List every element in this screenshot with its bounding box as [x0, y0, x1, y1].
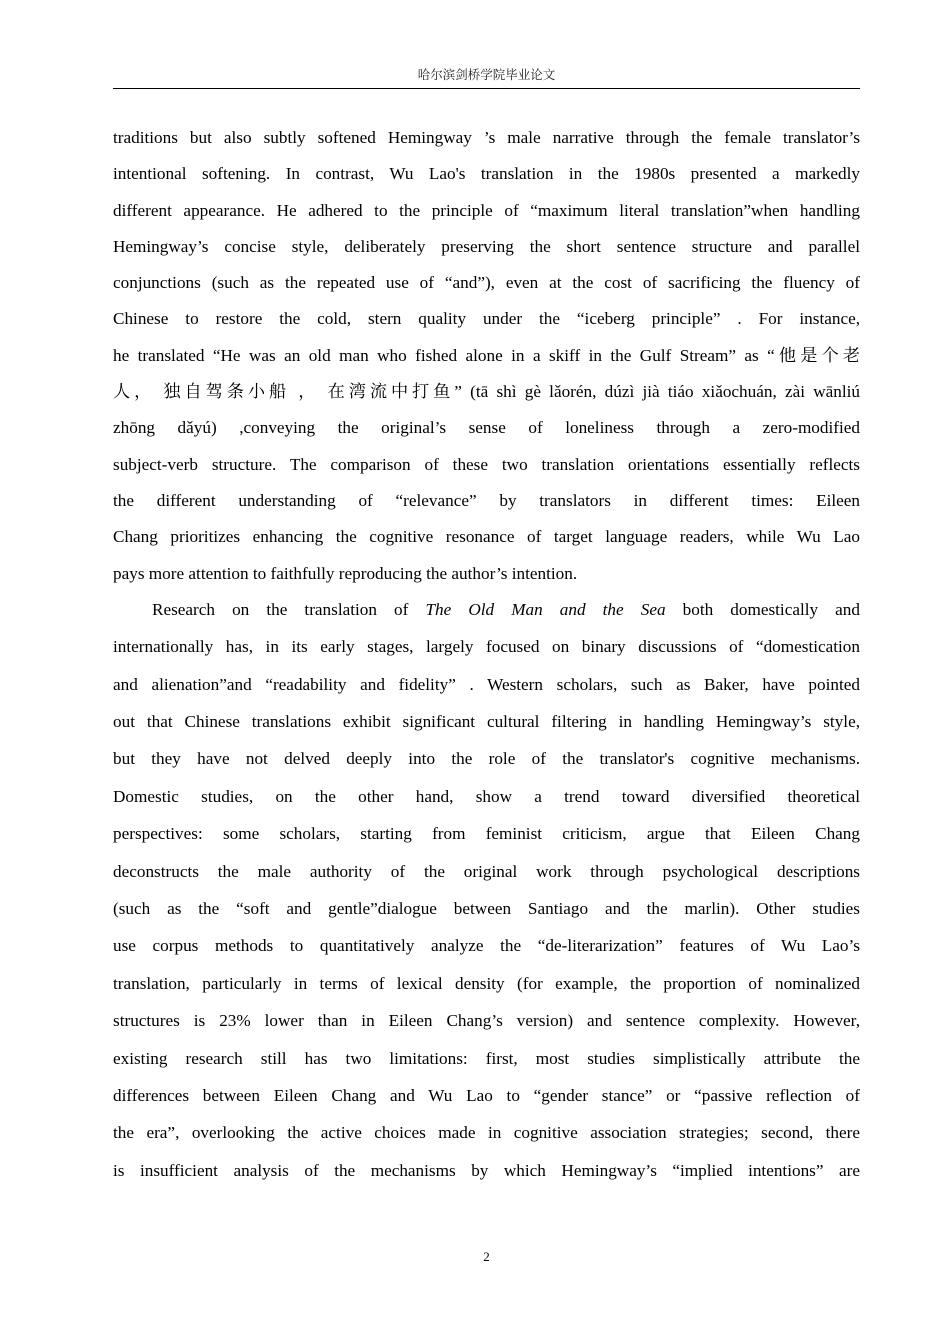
text-line: the different understanding of “relevance” by translators in different times: Eileen [113, 490, 860, 510]
text-run: Research on the translation of [152, 599, 426, 619]
text-line: differences between Eileen Chang and Wu Lao to “gender stance” or “passive reflection of [113, 1085, 860, 1105]
text-line: is insufficient analysis of the mechanisms by which Hemingway’s “implied intentions” are [113, 1160, 860, 1180]
paragraph-1 [113, 126, 860, 598]
text-line: Domestic studies, on the other hand, show a trend toward diversified theoretical [113, 786, 860, 806]
text-line: Hemingway’s concise style, deliberately preserving the short sentence structure and parallel [113, 236, 860, 256]
running-header: 哈尔滨剑桥学院毕业论文 [417, 67, 556, 82]
text-line: zhōng dǎyú) ,conveying the original’s sense of loneliness through a zero-modified [113, 418, 860, 438]
text-line: structures is 23% lower than in Eileen Chang’s version) and sentence complexity. However, [113, 1011, 860, 1031]
text-line: but they have not delved deeply into the role of the translator's cognitive mechanisms. [113, 749, 860, 769]
text-line: he translated “He was an old man who fished alone in a skiff in the Gulf Stream” as “他是个老 [113, 345, 860, 365]
text-line: translation, particularly in terms of lexical density (for example, the proportion of nominalized [113, 973, 860, 993]
text-line: existing research still has two limitations: first, most studies simplistically attribute the [113, 1048, 860, 1068]
text-line: subject-verb structure. The comparison of these two translation orientations essentially reflects [113, 454, 860, 474]
text-line: different appearance. He adhered to the principle of “maximum literal translation”when handling [113, 200, 860, 220]
text-line: out that Chinese translations exhibit significant cultural filtering in handling Hemingway’s style, [113, 712, 860, 732]
body-text [113, 126, 860, 1196]
text-line-first [113, 598, 860, 635]
text-line: perspectives: some scholars, starting from feminist criticism, argue that Eileen Chang [113, 824, 860, 844]
text-line: pays more attention to faithfully reproducing the author’s intention. [113, 563, 578, 583]
text-line: 人， 独自驾条小船 ， 在湾流中打鱼” (tā shì gè lǎorén, dúzì jià tiáo xiǎochuán, zài wānliú [113, 382, 860, 402]
text-line: the era”, overlooking the active choices made in cognitive association strategies; second, there [113, 1123, 860, 1143]
text-line: Chang prioritizes enhancing the cognitive resonance of target language readers, while Wu Lao [113, 527, 860, 547]
text-line: deconstructs the male authority of the original work through psychological descriptions [113, 861, 860, 881]
text-line: conjunctions (such as the repeated use of “and”), even at the cost of sacrificing the fluency of [113, 273, 860, 293]
page-number: 2 [483, 1249, 490, 1264]
text-run: both domestically and [665, 599, 860, 619]
header-divider [113, 88, 860, 89]
text-line: Chinese to restore the cold, stern quality under the “iceberg principle” . For instance, [113, 309, 860, 329]
text-line: traditions but also subtly softened Hemingway ’s male narrative through the female translator’s [113, 128, 860, 147]
text-line: internationally has, in its early stages, largely focused on binary discussions of “domestication [113, 637, 860, 657]
text-line: intentional softening. In contrast, Wu Lao's translation in the 1980s presented a markedly [113, 164, 860, 184]
text-line: use corpus methods to quantitatively analyze the “de-literarization” features of Wu Lao’s [113, 936, 860, 956]
book-title: The Old Man and the Sea [425, 599, 666, 619]
paragraph-2 [113, 598, 860, 1196]
text-line: and alienation”and “readability and fidelity” . Western scholars, such as Baker, have pointed [113, 674, 860, 694]
text-line: (such as the “soft and gentle”dialogue between Santiago and the marlin). Other studies [113, 898, 860, 918]
